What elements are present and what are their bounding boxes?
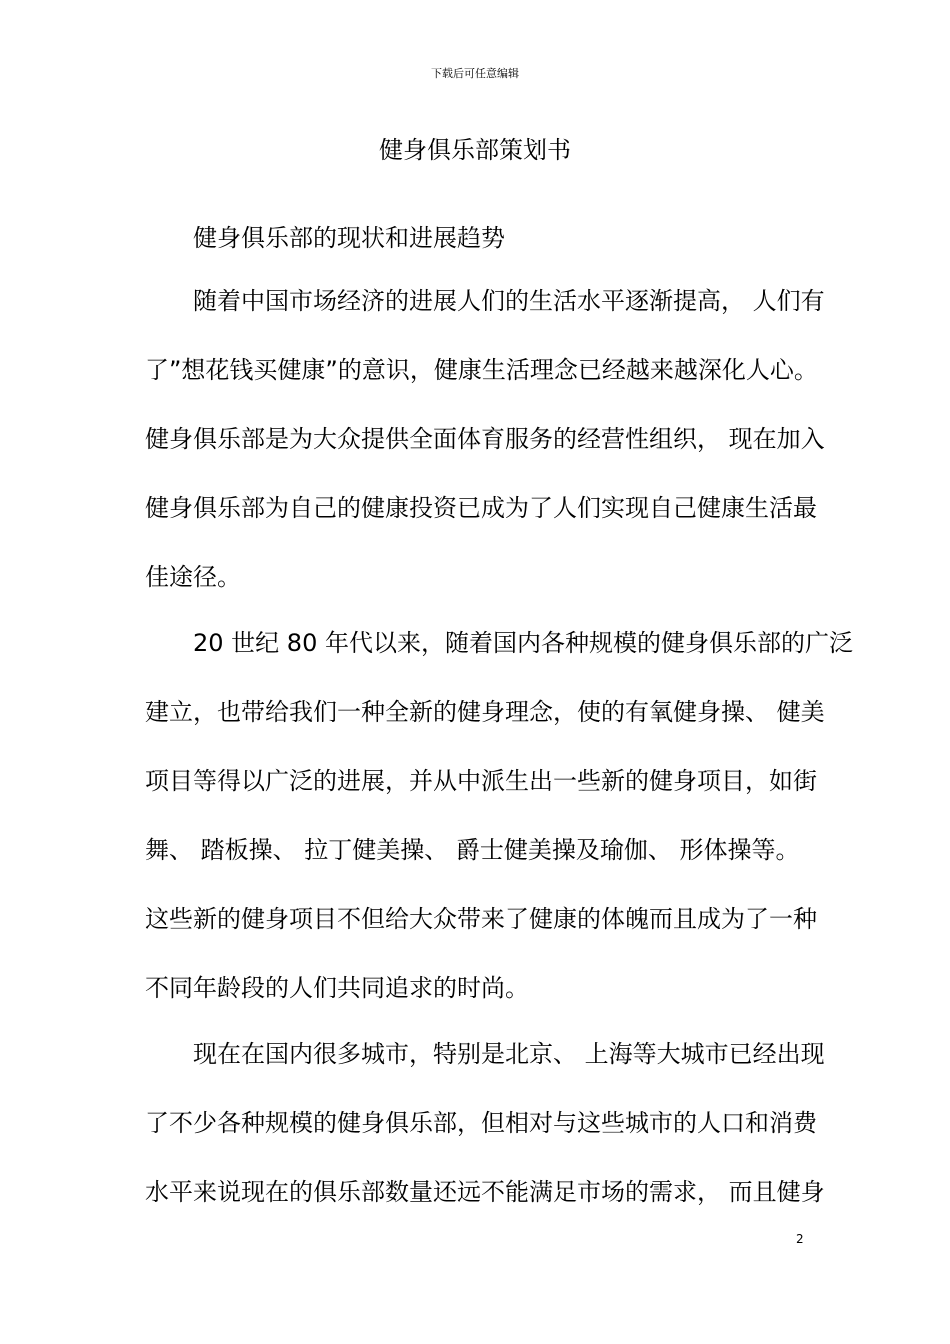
text-line: 20 世纪 80 年代以来，随着国内各种规模的健身俱乐部的广泛 <box>193 629 853 657</box>
text-line: 这些新的健身项目不但给大众带来了健康的体魄而且成为了一种 <box>145 905 817 933</box>
text-line: 项目等得以广泛的进展，并从中派生出一些新的健身项目，如街 <box>145 767 817 795</box>
text-line: 建立，也带给我们一种全新的健身理念，使的有氧健身操、 健美 <box>145 698 825 726</box>
text-line: 不同年龄段的人们共同追求的时尚。 <box>145 974 529 1002</box>
text-line: 佳途径。 <box>145 563 241 591</box>
text-line: 健身俱乐部为自己的健康投资已成为了人们实现自己健康生活最 <box>145 494 817 522</box>
text-line: 了不少各种规模的健身俱乐部，但相对与这些城市的人口和消费 <box>145 1109 817 1137</box>
text-line: 现在在国内很多城市，特别是北京、 上海等大城市已经出现 <box>193 1040 825 1068</box>
document-title: 健身俱乐部策划书 <box>379 136 571 164</box>
page-number: 2 <box>796 1232 804 1246</box>
text-line: 舞、 踏板操、 拉丁健美操、 爵士健美操及瑜伽、 形体操等。 <box>145 836 800 864</box>
text-line: 随着中国市场经济的进展人们的生活水平逐渐提高， 人们有 <box>193 287 825 315</box>
section-heading: 健身俱乐部的现状和进展趋势 <box>193 224 505 252</box>
text-line: 了”想花钱买健康”的意识，健康生活理念已经越来越深化人心。 <box>145 356 818 384</box>
page-header: 下载后可任意编辑 <box>431 67 519 80</box>
text-line: 水平来说现在的俱乐部数量还远不能满足市场的需求， 而且健身 <box>145 1178 825 1206</box>
text-line: 健身俱乐部是为大众提供全面体育服务的经营性组织， 现在加入 <box>145 425 825 453</box>
